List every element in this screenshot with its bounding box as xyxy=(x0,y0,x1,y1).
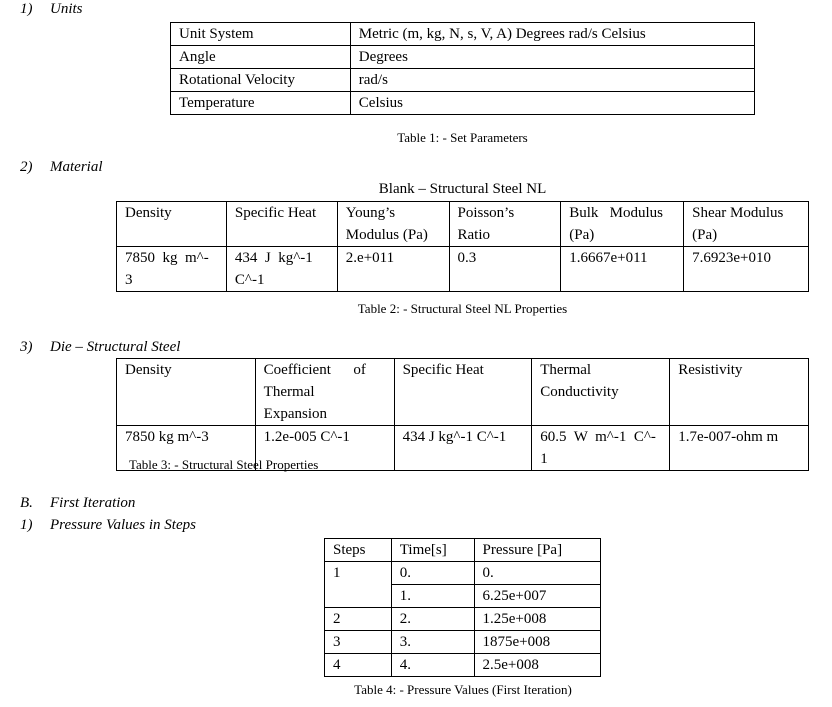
section-heading-material xyxy=(20,158,103,176)
table-row xyxy=(171,23,755,46)
table-cell: Unit System xyxy=(171,23,351,46)
table-cell: 1.7e-007-ohm m xyxy=(670,426,809,471)
section-title: Material xyxy=(50,159,103,175)
material-table xyxy=(116,201,809,292)
table-header-cell: Poisson’s Ratio xyxy=(449,202,561,247)
table-cell: 7850 kg m^- 3 xyxy=(117,247,227,292)
table-cell: 3 xyxy=(325,631,392,654)
section-title: First Iteration xyxy=(50,495,136,511)
table-row xyxy=(171,69,755,92)
table-cell: Temperature xyxy=(171,92,351,115)
table-title: Blank – Structural Steel NL xyxy=(378,181,547,197)
section-title: Units xyxy=(50,1,83,17)
table-header-cell: Coefficient of Thermal Expansion xyxy=(255,359,394,426)
table-caption: Table 1: - Set Parameters xyxy=(397,130,528,145)
table-header-cell: Density xyxy=(117,359,256,426)
section-heading-die xyxy=(20,338,180,356)
table-cell: 1875e+008 xyxy=(474,631,600,654)
section-title: Pressure Values in Steps xyxy=(50,517,196,533)
table-header-cell: Pressure [Pa] xyxy=(474,539,600,562)
table-cell: Celsius xyxy=(350,92,754,115)
table-cell: 1.25e+008 xyxy=(474,608,600,631)
table-header-cell: Bulk Modulus (Pa) xyxy=(561,202,684,247)
pressure-values-table xyxy=(324,538,601,677)
table-cell: 1 xyxy=(325,562,392,608)
table-header-row xyxy=(117,359,809,426)
table-row xyxy=(325,631,601,654)
table-cell: Metric (m, kg, N, s, V, A) Degrees rad/s Celsius xyxy=(350,23,754,46)
table-cell: 434 J kg^-1 C^-1 xyxy=(394,426,532,471)
table-caption: Table 4: - Pressure Values (First Iteration) xyxy=(354,682,572,697)
section-number: 3) xyxy=(20,339,33,355)
section-heading-first-iteration xyxy=(20,494,135,512)
table-cell: 7850 kg m^-3 xyxy=(117,426,256,471)
table-header-cell: Specific Heat xyxy=(394,359,532,426)
table-header-cell: Time[s] xyxy=(391,539,474,562)
table-row xyxy=(171,46,755,69)
table-cell: Angle xyxy=(171,46,351,69)
die-properties-table xyxy=(116,358,809,471)
section-title: Die – Structural Steel xyxy=(50,339,181,355)
table-header-cell: Steps xyxy=(325,539,392,562)
table-row xyxy=(325,562,601,585)
section-heading-units xyxy=(20,0,83,18)
table-cell: 2.e+011 xyxy=(337,247,449,292)
table-cell: 0. xyxy=(474,562,600,585)
table-row xyxy=(325,608,601,631)
table-row xyxy=(325,654,601,677)
table-header-cell: Young’s Modulus (Pa) xyxy=(337,202,449,247)
table-cell: 7.6923e+010 xyxy=(684,247,809,292)
section-number: 1) xyxy=(20,517,33,533)
table-cell: Rotational Velocity xyxy=(171,69,351,92)
table-header-cell: Shear Modulus (Pa) xyxy=(684,202,809,247)
table-cell: Degrees xyxy=(350,46,754,69)
table-cell: 3. xyxy=(391,631,474,654)
section-heading-pressure-values xyxy=(20,516,196,534)
table-cell: 2.5e+008 xyxy=(474,654,600,677)
table-header-row xyxy=(325,539,601,562)
table-cell: 0.3 xyxy=(449,247,561,292)
table-cell: 0. xyxy=(391,562,474,585)
table-cell: 1.6667e+011 xyxy=(561,247,684,292)
table-row xyxy=(171,92,755,115)
section-number: B. xyxy=(20,495,33,511)
units-table xyxy=(170,22,755,115)
section-number: 1) xyxy=(20,1,33,17)
table-header-cell: Thermal Conductivity xyxy=(532,359,670,426)
table-cell: 434 J kg^-1 C^-1 xyxy=(226,247,337,292)
table-cell: 2. xyxy=(391,608,474,631)
table-cell: 1.2e-005 C^-1 xyxy=(255,426,394,471)
table-header-cell: Resistivity xyxy=(670,359,809,426)
table-cell: 4 xyxy=(325,654,392,677)
table-cell: 60.5 W m^-1 C^- 1 xyxy=(532,426,670,471)
table-cell: 4. xyxy=(391,654,474,677)
table-caption: Table 3: - Structural Steel Properties xyxy=(129,457,319,472)
table-cell: 1. xyxy=(391,585,474,608)
table-header-cell: Density xyxy=(117,202,227,247)
table-header-row xyxy=(117,202,809,247)
table-header-cell: Specific Heat xyxy=(226,202,337,247)
table-caption: Table 2: - Structural Steel NL Properties xyxy=(357,301,568,316)
table-cell: 2 xyxy=(325,608,392,631)
table-cell: rad/s xyxy=(350,69,754,92)
table-cell: 6.25e+007 xyxy=(474,585,600,608)
table-row xyxy=(117,247,809,292)
section-number: 2) xyxy=(20,159,33,175)
